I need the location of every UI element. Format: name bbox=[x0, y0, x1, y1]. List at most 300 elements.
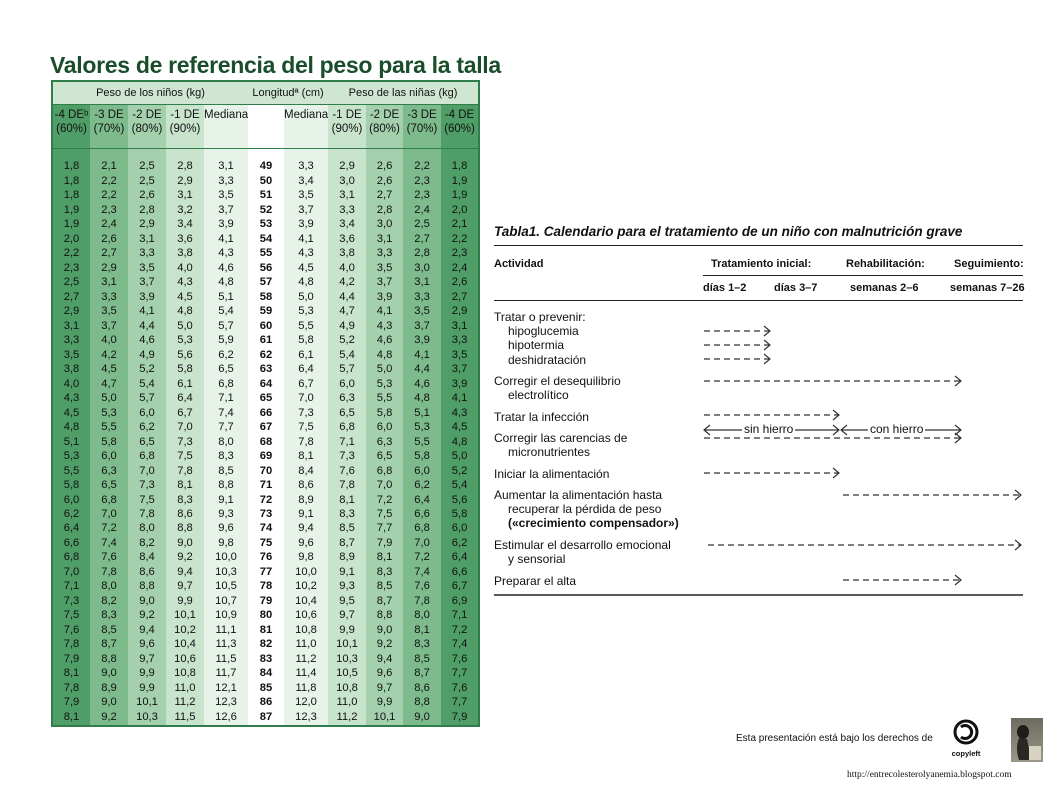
weight-cell: 6,5 bbox=[90, 479, 128, 493]
weight-cell: 7,9 bbox=[441, 710, 479, 726]
weight-cell: 7,3 bbox=[52, 594, 90, 608]
weight-cell: 8,0 bbox=[90, 580, 128, 594]
weight-cell: 5,0 bbox=[166, 319, 204, 333]
weight-cell: 2,3 bbox=[90, 203, 128, 217]
table-row bbox=[52, 652, 479, 666]
length-cell: 51 bbox=[248, 189, 284, 203]
weight-cell: 7,5 bbox=[128, 493, 166, 507]
length-cell: 76 bbox=[248, 551, 284, 565]
arrow-infection bbox=[704, 410, 839, 420]
treatment-schedule-table bbox=[494, 222, 1024, 598]
weight-cell: 7,1 bbox=[204, 392, 248, 406]
length-cell: 86 bbox=[248, 696, 284, 710]
column-header: -1 DE (90%) bbox=[166, 105, 204, 149]
weight-cell: 1,9 bbox=[441, 174, 479, 188]
weight-cell: 10,0 bbox=[284, 565, 328, 579]
weight-cell: 5,7 bbox=[204, 319, 248, 333]
weight-cell: 2,6 bbox=[366, 174, 403, 188]
weight-cell: 8,0 bbox=[204, 435, 248, 449]
activity-stimulate-2: y sensorial bbox=[508, 552, 566, 566]
weight-cell: 7,6 bbox=[52, 623, 90, 637]
weight-cell: 7,2 bbox=[441, 623, 479, 637]
table-row bbox=[52, 232, 479, 246]
weight-cell: 8,5 bbox=[204, 464, 248, 478]
weight-cell: 9,4 bbox=[128, 623, 166, 637]
length-cell: 66 bbox=[248, 406, 284, 420]
weight-cell: 10,5 bbox=[328, 667, 366, 681]
label-with-iron: con hierro bbox=[870, 422, 924, 436]
weight-cell: 9,0 bbox=[166, 536, 204, 550]
weight-cell: 6,2 bbox=[441, 536, 479, 550]
weight-cell: 6,7 bbox=[441, 580, 479, 594]
weight-cell: 3,0 bbox=[366, 218, 403, 232]
weight-cell: 7,0 bbox=[366, 479, 403, 493]
activity-electrolyte-2: electrolítico bbox=[508, 388, 569, 402]
weight-cell: 6,7 bbox=[284, 377, 328, 391]
weight-cell: 9,2 bbox=[128, 609, 166, 623]
weight-cell: 3,7 bbox=[403, 319, 441, 333]
weight-cell: 7,5 bbox=[52, 609, 90, 623]
weight-cell: 3,9 bbox=[128, 290, 166, 304]
weight-cell: 2,9 bbox=[328, 160, 366, 174]
weight-cell: 6,0 bbox=[90, 450, 128, 464]
weight-cell: 2,6 bbox=[441, 276, 479, 290]
weight-cell: 1,8 bbox=[52, 189, 90, 203]
table-row bbox=[52, 392, 479, 406]
weight-cell: 9,6 bbox=[204, 522, 248, 536]
weight-cell: 10,0 bbox=[204, 551, 248, 565]
weight-cell: 4,4 bbox=[328, 290, 366, 304]
table-row bbox=[52, 551, 479, 565]
weight-cell: 2,6 bbox=[90, 232, 128, 246]
weight-cell: 10,5 bbox=[204, 580, 248, 594]
length-cell: 75 bbox=[248, 536, 284, 550]
weight-cell: 6,7 bbox=[166, 406, 204, 420]
weight-cell: 7,3 bbox=[284, 406, 328, 420]
weight-cell: 2,3 bbox=[403, 174, 441, 188]
column-header: -2 DE (80%) bbox=[128, 105, 166, 149]
weight-cell: 5,5 bbox=[403, 435, 441, 449]
weight-cell: 4,5 bbox=[441, 421, 479, 435]
weight-cell: 7,6 bbox=[441, 681, 479, 695]
weight-cell: 3,1 bbox=[52, 319, 90, 333]
table-row bbox=[52, 348, 479, 362]
weight-cell: 5,0 bbox=[90, 392, 128, 406]
weight-cell: 6,0 bbox=[328, 377, 366, 391]
arrow-hypothermia bbox=[704, 340, 770, 350]
weight-cell: 1,9 bbox=[52, 218, 90, 232]
activity-increase-3: («crecimiento compensador») bbox=[508, 516, 679, 530]
column-header bbox=[248, 105, 284, 149]
table-row bbox=[52, 464, 479, 478]
weight-cell: 4,8 bbox=[441, 435, 479, 449]
weight-cell: 8,5 bbox=[403, 652, 441, 666]
weight-cell: 7,2 bbox=[403, 551, 441, 565]
weight-cell: 12,1 bbox=[204, 681, 248, 695]
weight-cell: 5,0 bbox=[366, 363, 403, 377]
weight-cell: 3,5 bbox=[90, 305, 128, 319]
weight-cell: 3,5 bbox=[284, 189, 328, 203]
weight-cell: 8,9 bbox=[284, 493, 328, 507]
weight-cell: 6,2 bbox=[128, 421, 166, 435]
table-row bbox=[52, 450, 479, 464]
table-row bbox=[52, 638, 479, 652]
weight-cell: 7,7 bbox=[441, 667, 479, 681]
length-cell: 84 bbox=[248, 667, 284, 681]
weight-cell: 8,1 bbox=[328, 493, 366, 507]
arrow-electrolyte bbox=[704, 376, 961, 386]
column-header: -4 DE (60%) bbox=[441, 105, 479, 149]
weight-cell: 7,1 bbox=[328, 435, 366, 449]
weight-cell: 6,8 bbox=[328, 421, 366, 435]
weight-cell: 5,6 bbox=[441, 493, 479, 507]
weight-cell: 5,7 bbox=[128, 392, 166, 406]
column-header: -2 DE (80%) bbox=[366, 105, 403, 149]
activity-infection: Tratar la infección bbox=[494, 410, 589, 424]
weight-cell: 4,6 bbox=[204, 261, 248, 275]
weight-cell: 9,9 bbox=[128, 681, 166, 695]
weight-cell: 8,8 bbox=[204, 479, 248, 493]
activity-dehydration: deshidratación bbox=[508, 353, 587, 367]
weight-cell: 8,7 bbox=[403, 667, 441, 681]
weight-cell: 6,1 bbox=[284, 348, 328, 362]
weight-cell: 10,2 bbox=[166, 623, 204, 637]
weight-cell: 3,7 bbox=[128, 276, 166, 290]
arrow-start-feeding bbox=[704, 468, 839, 478]
weight-cell: 10,3 bbox=[204, 565, 248, 579]
weight-cell: 4,3 bbox=[441, 406, 479, 420]
weight-cell: 2,8 bbox=[366, 203, 403, 217]
weight-cell: 7,8 bbox=[52, 638, 90, 652]
label-without-iron: sin hierro bbox=[744, 422, 794, 436]
weight-cell: 8,3 bbox=[90, 609, 128, 623]
length-cell: 74 bbox=[248, 522, 284, 536]
weight-cell: 7,9 bbox=[366, 536, 403, 550]
weight-cell: 3,3 bbox=[328, 203, 366, 217]
length-header: Longitudª (cm) bbox=[248, 81, 328, 105]
weight-cell: 3,1 bbox=[128, 232, 166, 246]
weight-cell: 10,3 bbox=[128, 710, 166, 726]
weight-cell: 6,8 bbox=[128, 450, 166, 464]
weight-cell: 4,8 bbox=[52, 421, 90, 435]
table-row bbox=[52, 594, 479, 608]
weight-cell: 8,4 bbox=[128, 551, 166, 565]
weight-cell: 5,8 bbox=[284, 334, 328, 348]
weight-cell: 8,1 bbox=[166, 479, 204, 493]
weight-cell: 9,2 bbox=[166, 551, 204, 565]
length-cell: 55 bbox=[248, 247, 284, 261]
length-cell: 78 bbox=[248, 580, 284, 594]
weight-cell: 7,7 bbox=[441, 696, 479, 710]
weight-cell: 11,2 bbox=[284, 652, 328, 666]
weight-cell: 5,0 bbox=[284, 290, 328, 304]
weight-cell: 3,5 bbox=[204, 189, 248, 203]
weight-cell: 9,1 bbox=[284, 507, 328, 521]
weight-for-height-table bbox=[51, 80, 480, 727]
weight-cell: 2,8 bbox=[128, 203, 166, 217]
weight-cell: 3,1 bbox=[90, 276, 128, 290]
weight-cell: 3,5 bbox=[128, 261, 166, 275]
length-cell: 69 bbox=[248, 450, 284, 464]
weight-cell: 9,0 bbox=[128, 594, 166, 608]
length-cell: 49 bbox=[248, 160, 284, 174]
weight-cell: 9,9 bbox=[328, 623, 366, 637]
table-row bbox=[52, 276, 479, 290]
weight-cell: 5,3 bbox=[52, 450, 90, 464]
weight-cell: 5,3 bbox=[366, 377, 403, 391]
weight-cell: 2,6 bbox=[366, 160, 403, 174]
table-row bbox=[52, 580, 479, 594]
weight-cell: 3,9 bbox=[366, 290, 403, 304]
weight-cell: 8,1 bbox=[366, 551, 403, 565]
weight-cell: 3,7 bbox=[366, 276, 403, 290]
weight-cell: 3,9 bbox=[284, 218, 328, 232]
weight-cell: 2,8 bbox=[166, 160, 204, 174]
weight-cell: 2,5 bbox=[128, 160, 166, 174]
weight-cell: 5,7 bbox=[328, 363, 366, 377]
weight-cell: 4,1 bbox=[441, 392, 479, 406]
weight-cell: 1,8 bbox=[441, 160, 479, 174]
weight-cell: 2,3 bbox=[403, 189, 441, 203]
weight-cell: 8,6 bbox=[166, 507, 204, 521]
weight-cell: 2,2 bbox=[52, 247, 90, 261]
weight-cell: 8,7 bbox=[90, 638, 128, 652]
license-text: Esta presentación está bajo los derechos de bbox=[736, 733, 933, 744]
weight-cell: 10,8 bbox=[328, 681, 366, 695]
weight-cell: 3,4 bbox=[328, 218, 366, 232]
weight-cell: 4,2 bbox=[328, 276, 366, 290]
weight-cell: 7,4 bbox=[403, 565, 441, 579]
weight-cell: 5,8 bbox=[366, 406, 403, 420]
weight-cell: 10,3 bbox=[328, 652, 366, 666]
weight-cell: 9,5 bbox=[328, 594, 366, 608]
column-header: -3 DE (70%) bbox=[90, 105, 128, 149]
weight-cell: 4,4 bbox=[128, 319, 166, 333]
weight-cell: 6,3 bbox=[90, 464, 128, 478]
weight-cell: 3,1 bbox=[328, 189, 366, 203]
weight-cell: 4,5 bbox=[166, 290, 204, 304]
weight-cell: 10,1 bbox=[128, 696, 166, 710]
weight-cell: 8,9 bbox=[90, 681, 128, 695]
weight-cell: 10,8 bbox=[284, 623, 328, 637]
weight-cell: 6,6 bbox=[52, 536, 90, 550]
weight-cell: 7,9 bbox=[52, 696, 90, 710]
weight-cell: 6,0 bbox=[366, 421, 403, 435]
weight-cell: 7,7 bbox=[366, 522, 403, 536]
weight-cell: 2,8 bbox=[403, 247, 441, 261]
weight-cell: 11,0 bbox=[166, 681, 204, 695]
weight-cell: 3,1 bbox=[441, 319, 479, 333]
length-cell: 59 bbox=[248, 305, 284, 319]
weight-cell: 5,8 bbox=[52, 479, 90, 493]
days-1-2-header: días 1–2 bbox=[703, 282, 747, 294]
weight-cell: 6,6 bbox=[441, 565, 479, 579]
table-row bbox=[52, 710, 479, 726]
weight-cell: 2,7 bbox=[441, 290, 479, 304]
weight-cell: 5,4 bbox=[441, 479, 479, 493]
weight-cell: 6,3 bbox=[366, 435, 403, 449]
weight-cell: 10,1 bbox=[328, 638, 366, 652]
length-cell: 60 bbox=[248, 319, 284, 333]
activity-discharge: Preparar el alta bbox=[494, 574, 577, 588]
weight-cell: 2,9 bbox=[90, 261, 128, 275]
weight-cell: 8,3 bbox=[403, 638, 441, 652]
weight-cell: 4,6 bbox=[128, 334, 166, 348]
weight-cell: 11,3 bbox=[204, 638, 248, 652]
length-cell: 64 bbox=[248, 377, 284, 391]
weight-cell: 2,7 bbox=[52, 290, 90, 304]
weight-cell: 7,7 bbox=[204, 421, 248, 435]
weight-cell: 10,4 bbox=[166, 638, 204, 652]
weight-cell: 7,5 bbox=[166, 450, 204, 464]
weight-cell: 8,3 bbox=[366, 565, 403, 579]
weight-cell: 2,2 bbox=[441, 232, 479, 246]
weight-cell: 12,6 bbox=[204, 710, 248, 726]
weight-cell: 5,2 bbox=[128, 363, 166, 377]
weight-cell: 7,0 bbox=[90, 507, 128, 521]
weight-cell: 3,8 bbox=[52, 363, 90, 377]
weight-cell: 7,0 bbox=[52, 565, 90, 579]
weight-cell: 7,4 bbox=[204, 406, 248, 420]
weight-cell: 5,5 bbox=[90, 421, 128, 435]
table-row bbox=[52, 623, 479, 637]
weight-cell: 3,1 bbox=[403, 276, 441, 290]
weight-cell: 8,1 bbox=[403, 623, 441, 637]
table-row bbox=[52, 565, 479, 579]
weight-cell: 8,6 bbox=[403, 681, 441, 695]
weight-cell: 3,7 bbox=[204, 203, 248, 217]
weight-cell: 11,7 bbox=[204, 667, 248, 681]
weight-cell: 8,6 bbox=[284, 479, 328, 493]
weight-cell: 5,4 bbox=[204, 305, 248, 319]
weight-cell: 9,9 bbox=[166, 594, 204, 608]
length-cell: 52 bbox=[248, 203, 284, 217]
arrow-stimulate bbox=[708, 540, 1021, 550]
weight-cell: 3,3 bbox=[128, 247, 166, 261]
weight-cell: 2,3 bbox=[52, 261, 90, 275]
weight-cell: 2,0 bbox=[52, 232, 90, 246]
weight-cell: 8,0 bbox=[128, 522, 166, 536]
weight-cell: 3,3 bbox=[403, 290, 441, 304]
weight-cell: 2,3 bbox=[441, 247, 479, 261]
activity-start-feeding: Iniciar la alimentación bbox=[494, 467, 610, 481]
weight-cell: 9,2 bbox=[90, 710, 128, 726]
table-row bbox=[52, 421, 479, 435]
weight-cell: 6,3 bbox=[328, 392, 366, 406]
weight-cell: 3,3 bbox=[366, 247, 403, 261]
arrow-dehydration bbox=[704, 354, 770, 364]
weight-cell: 9,4 bbox=[166, 565, 204, 579]
followup-header: Seguimiento: bbox=[954, 258, 1024, 270]
weight-cell: 2,2 bbox=[90, 174, 128, 188]
activity-micronutrients-2: micronutrientes bbox=[508, 445, 591, 459]
girls-weight-header: Peso de las niñas (kg) bbox=[328, 81, 479, 105]
weight-cell: 4,1 bbox=[403, 348, 441, 362]
table-row bbox=[52, 696, 479, 710]
table-row bbox=[52, 609, 479, 623]
table-row bbox=[52, 261, 479, 275]
weight-cell: 9,6 bbox=[284, 536, 328, 550]
weight-cell: 5,3 bbox=[284, 305, 328, 319]
weight-cell: 3,1 bbox=[204, 160, 248, 174]
weight-cell: 8,0 bbox=[403, 609, 441, 623]
weight-cell: 6,0 bbox=[403, 464, 441, 478]
photo-thumbnail bbox=[1011, 718, 1043, 762]
weight-cell: 8,8 bbox=[166, 522, 204, 536]
weight-cell: 3,1 bbox=[366, 232, 403, 246]
weight-cell: 7,8 bbox=[284, 435, 328, 449]
weight-cell: 2,1 bbox=[441, 218, 479, 232]
length-cell: 65 bbox=[248, 392, 284, 406]
weight-cell: 1,8 bbox=[52, 174, 90, 188]
weight-cell: 4,1 bbox=[366, 305, 403, 319]
weight-cell: 11,5 bbox=[166, 710, 204, 726]
weight-cell: 2,9 bbox=[128, 218, 166, 232]
weight-cell: 4,3 bbox=[204, 247, 248, 261]
table-row bbox=[52, 377, 479, 391]
length-cell: 83 bbox=[248, 652, 284, 666]
weight-cell: 11,8 bbox=[284, 681, 328, 695]
weight-cell: 5,8 bbox=[90, 435, 128, 449]
weight-cell: 8,3 bbox=[328, 507, 366, 521]
weight-cell: 3,6 bbox=[328, 232, 366, 246]
table-row bbox=[52, 493, 479, 507]
weight-cell: 10,8 bbox=[166, 667, 204, 681]
weight-cell: 3,9 bbox=[441, 377, 479, 391]
weight-cell: 7,0 bbox=[403, 536, 441, 550]
weight-cell: 7,3 bbox=[128, 479, 166, 493]
weight-cell: 4,1 bbox=[284, 232, 328, 246]
length-cell: 77 bbox=[248, 565, 284, 579]
weight-cell: 4,8 bbox=[204, 276, 248, 290]
weight-cell: 6,4 bbox=[403, 493, 441, 507]
column-header: Mediana bbox=[284, 105, 328, 149]
weight-cell: 6,1 bbox=[166, 377, 204, 391]
weight-cell: 9,7 bbox=[166, 580, 204, 594]
weight-cell: 8,8 bbox=[128, 580, 166, 594]
weight-cell: 2,7 bbox=[366, 189, 403, 203]
weight-cell: 2,4 bbox=[441, 261, 479, 275]
weight-cell: 5,5 bbox=[366, 392, 403, 406]
weight-cell: 7,8 bbox=[90, 565, 128, 579]
weight-cell: 3,7 bbox=[284, 203, 328, 217]
weight-cell: 3,7 bbox=[90, 319, 128, 333]
weight-cell: 4,4 bbox=[403, 363, 441, 377]
weight-cell: 4,8 bbox=[403, 392, 441, 406]
weight-cell: 5,5 bbox=[52, 464, 90, 478]
weight-cell: 10,6 bbox=[166, 652, 204, 666]
column-header: -1 DE (90%) bbox=[328, 105, 366, 149]
weight-cell: 4,7 bbox=[90, 377, 128, 391]
weight-cell: 6,2 bbox=[52, 507, 90, 521]
table-row bbox=[52, 247, 479, 261]
table-row bbox=[52, 319, 479, 333]
weight-cell: 3,1 bbox=[166, 189, 204, 203]
weight-cell: 2,2 bbox=[403, 160, 441, 174]
weight-cell: 5,8 bbox=[441, 507, 479, 521]
table-row bbox=[52, 536, 479, 550]
weight-cell: 5,3 bbox=[403, 421, 441, 435]
weight-cell: 7,4 bbox=[441, 638, 479, 652]
weight-cell: 9,0 bbox=[90, 696, 128, 710]
weight-cell: 1,9 bbox=[441, 189, 479, 203]
weight-cell: 3,3 bbox=[284, 160, 328, 174]
weight-cell: 8,5 bbox=[328, 522, 366, 536]
weight-cell: 2,0 bbox=[441, 203, 479, 217]
length-cell: 72 bbox=[248, 493, 284, 507]
weight-cell: 6,9 bbox=[441, 594, 479, 608]
weight-cell: 7,0 bbox=[128, 464, 166, 478]
